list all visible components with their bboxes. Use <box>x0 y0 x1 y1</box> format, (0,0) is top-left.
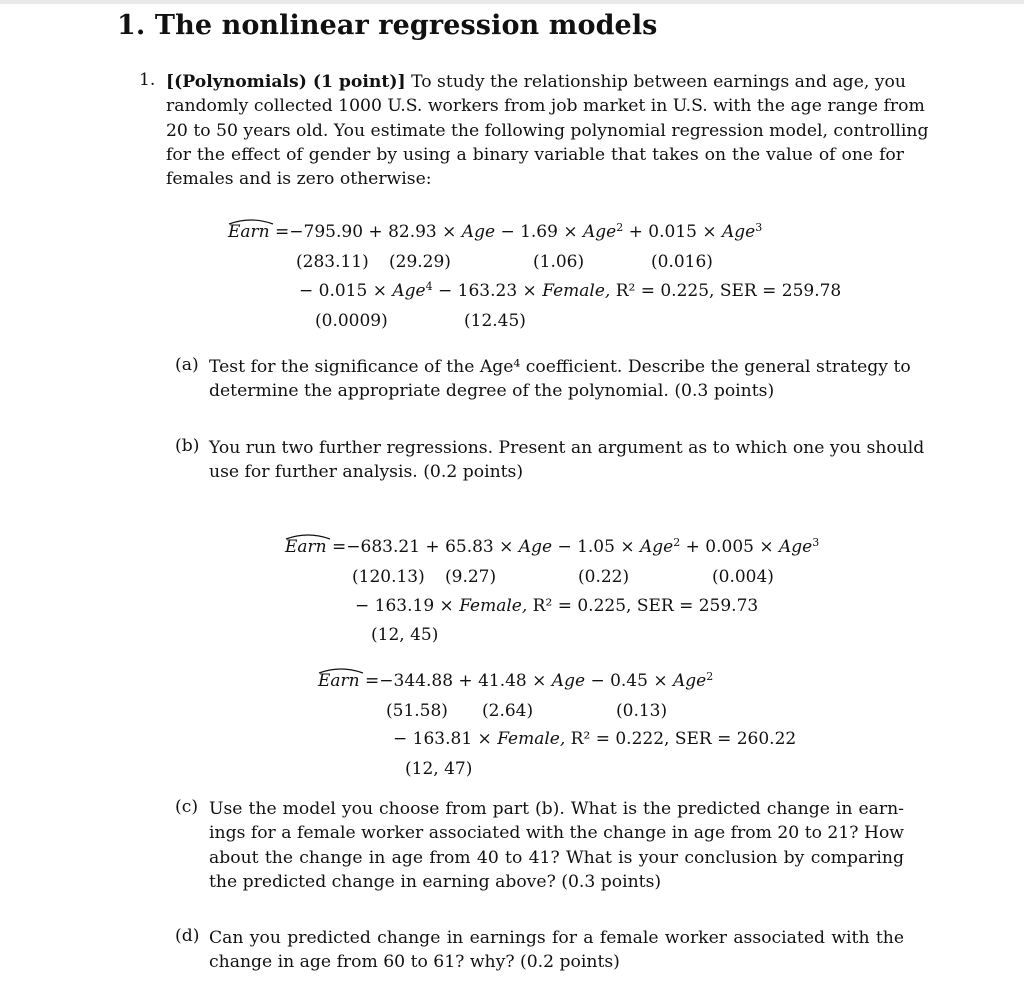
section-title: The nonlinear regression models <box>154 10 658 41</box>
eq2-se-intercept: (120.13) <box>352 567 425 587</box>
intro-line-5: females and is zero otherwise: <box>166 169 432 190</box>
eq3-age-term: + 41.48 × <box>458 671 552 691</box>
eq1-se-female: (12.45) <box>464 311 526 331</box>
part-c-line-3: about the change in age from 40 to 41? What is your conclusion by comparing <box>209 847 904 868</box>
part-a-line-1: Test for the significance of the Age⁴ coefficient. Describe the general strategy to <box>209 357 911 377</box>
eq2-line-3: − 163.19 × Female, R² = 0.225, SER = 259.73 <box>355 596 759 616</box>
question-tag: [(Polynomials) (1 point)] <box>166 72 406 92</box>
part-c-label: (c) <box>175 797 199 817</box>
eq3-age2-term: − 0.45 × <box>590 671 673 691</box>
eq1-intercept: −795.90 <box>289 222 364 242</box>
part-d-line-2: change in age from 60 to 61? why? (0.2 points) <box>209 952 620 973</box>
wide-hat-icon <box>318 666 364 674</box>
question-intro <box>166 70 929 191</box>
eq2-age3-term: + 0.005 × <box>685 537 780 557</box>
eq1-se-intercept: (283.11) <box>296 252 369 272</box>
eq2-se-age: (9.27) <box>445 567 497 587</box>
part-a-text <box>209 355 911 404</box>
eq1-se-age: (29.29) <box>389 252 451 272</box>
eq1-lhs: Earn <box>228 222 270 242</box>
eq1-line-3: − 0.015 × Age$^4$ − 163.23 × Female, R² = 0.225, SER = 259.78 <box>299 280 842 301</box>
eq1-line-1: Earn =−795.90 + 82.93 × Age − 1.69 × Age$^2$ + 0.015 × Age$^3$ <box>228 222 762 242</box>
eq3-se-age2: (0.13) <box>616 701 668 721</box>
eq3-se-intercept: (51.58) <box>386 701 448 721</box>
part-d-text <box>209 926 904 975</box>
section-number: 1. <box>117 10 146 41</box>
eq2-intercept: −683.21 <box>346 537 421 557</box>
eq2-line-1: Earn =−683.21 + 65.83 × Age − 1.05 × Age$^2$ + 0.005 × Age$^3$ <box>285 537 819 557</box>
eq3-line-1: Earn =−344.88 + 41.48 × Age − 0.45 × Age$^2$ <box>318 671 713 691</box>
eq2-age-term: + 65.83 × <box>425 537 519 557</box>
eq2-age2-term: − 1.05 × <box>557 537 640 557</box>
eq1-age3-term: + 0.015 × <box>628 222 723 242</box>
section-heading <box>117 10 657 41</box>
eq3-se-age: (2.64) <box>482 701 534 721</box>
part-c-line-1: Use the model you choose from part (b). What is the predicted change in earn- <box>209 799 904 819</box>
question-number: 1. <box>139 70 156 90</box>
part-b-line-1: You run two further regressions. Present an argument as to which one you should <box>209 438 925 458</box>
part-d-label: (d) <box>175 926 200 946</box>
part-c-line-4: the predicted change in earning above? (0.3 points) <box>209 871 662 892</box>
eq3-intercept: −344.88 <box>379 671 454 691</box>
part-b-line-2: use for further analysis. (0.2 points) <box>209 462 524 483</box>
eq3-female-term: − 163.81 × <box>393 729 498 749</box>
eq2-se-age2: (0.22) <box>578 567 630 587</box>
part-b-label: (b) <box>175 436 200 456</box>
eq2-se-age3: (0.004) <box>712 567 774 587</box>
eq3-line-3: − 163.81 × Female, R² = 0.222, SER = 260.22 <box>393 729 797 749</box>
part-a-line-2: determine the appropriate degree of the polynomial. (0.3 points) <box>209 381 775 402</box>
part-b-text <box>209 436 925 485</box>
eq3-equals: = <box>365 671 380 691</box>
eq1-se-age2: (1.06) <box>533 252 585 272</box>
wide-hat-icon <box>228 217 274 225</box>
intro-line-4: for the effect of gender by using a binary variable that takes on the value of one for <box>166 144 904 165</box>
intro-line-2: randomly collected 1000 U.S. workers from job market in U.S. with the age range from <box>166 96 925 117</box>
eq1-equals: = <box>275 222 290 242</box>
part-a-label: (a) <box>175 355 199 375</box>
eq1-stats: R² = 0.225, SER = 259.78 <box>610 281 842 301</box>
eq2-equals: = <box>332 537 347 557</box>
eq2-se-female: (12, 45) <box>371 625 439 645</box>
intro-line-3: 20 to 50 years old. You estimate the following polynomial regression model, controlling <box>166 120 929 141</box>
part-c-line-2: ings for a female worker associated with the change in age from 20 to 21? How <box>209 823 905 844</box>
intro-line-1: To study the relationship between earnings and age, you <box>405 72 906 92</box>
eq1-female-term: − 163.23 × <box>432 281 543 301</box>
eq2-lhs: Earn <box>285 537 327 557</box>
eq3-stats: R² = 0.222, SER = 260.22 <box>565 729 797 749</box>
eq1-age-term: + 82.93 × <box>368 222 462 242</box>
eq1-se-age4: (0.0009) <box>315 311 388 331</box>
eq1-age4-term: − 0.015 × <box>299 281 393 301</box>
eq3-lhs: Earn <box>318 671 360 691</box>
eq1-se-age3: (0.016) <box>651 252 713 272</box>
part-d-line-1: Can you predicted change in earnings for a female worker associated with the <box>209 928 904 948</box>
eq3-se-female: (12, 47) <box>405 759 473 779</box>
wide-hat-icon <box>285 532 331 540</box>
eq2-female-term: − 163.19 × <box>355 596 460 616</box>
eq2-stats: R² = 0.225, SER = 259.73 <box>527 596 759 616</box>
part-c-text <box>209 797 904 894</box>
eq1-age2-term: − 1.69 × <box>500 222 583 242</box>
top-edge-bar <box>0 0 1024 4</box>
